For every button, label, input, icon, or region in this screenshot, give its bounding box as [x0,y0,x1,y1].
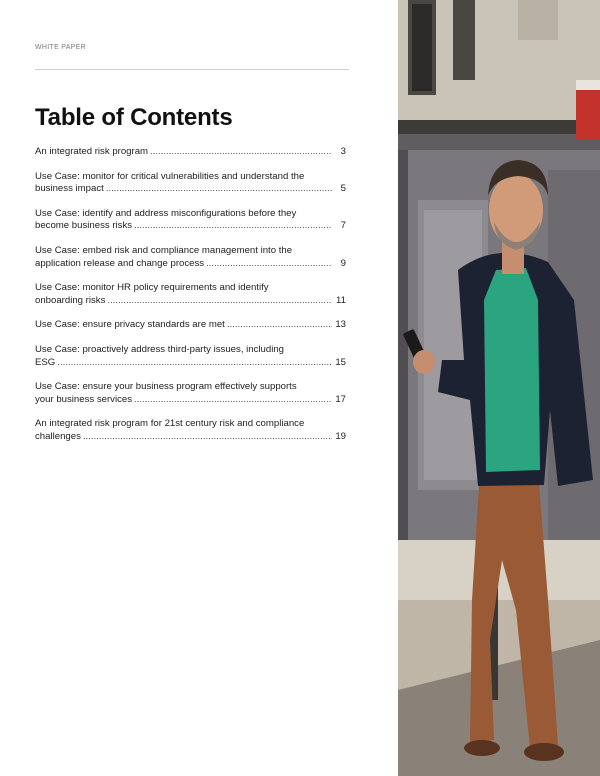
toc-page-number: 17 [335,393,346,405]
toc-entry[interactable] [35,344,346,369]
toc-entry-title: Use Case: ensure privacy standards are met [35,319,225,331]
toc-dot-leader [204,258,332,271]
toc-dot-leader [225,319,332,332]
toc-entry[interactable] [35,245,346,270]
toc-page-number: 7 [340,220,346,232]
toc-entry-title: An integrated risk program for 21st century risk and compliance [35,418,305,430]
toc-entry[interactable] [35,171,346,196]
toc-page-number: 11 [336,294,346,306]
toc-entry-title-cont: become business risks [35,220,133,232]
table-of-contents [35,146,346,456]
toc-entry-title: Use Case: embed risk and compliance management into the [35,244,293,256]
document-type-label: WHITE PAPER [35,44,87,51]
toc-dot-leader [81,431,332,444]
toc-entry[interactable] [35,381,346,406]
toc-entry-title: Use Case: monitor for critical vulnerabilities and understand the [35,170,305,182]
toc-dot-leader [105,295,332,308]
toc-entry-title-cont: ESG [35,356,56,368]
toc-dot-leader [132,220,332,233]
toc-entry-title: Use Case: identify and address misconfigurations before they [35,207,297,219]
toc-entry[interactable] [35,319,346,332]
header-divider [35,69,349,70]
toc-entry-title: An integrated risk program [35,146,149,157]
toc-entry-title: Use Case: proactively address third-party issues, including [35,343,285,355]
toc-page-number: 5 [340,183,346,195]
toc-page-number: 19 [335,430,346,442]
toc-page-number: 3 [340,146,346,157]
toc-entry-title: Use Case: ensure your business program effectively supports [35,381,297,393]
toc-entry-title-cont: business impact [35,183,104,195]
toc-entry[interactable] [35,418,346,443]
toc-dot-leader [55,357,332,370]
toc-dot-leader [132,394,332,407]
toc-page-number: 13 [335,319,346,331]
toc-entry-title-cont: application release and change process [35,257,205,269]
toc-entry-title-cont: onboarding risks [35,294,106,306]
hero-photo [398,0,600,776]
toc-dot-leader [104,183,332,196]
toc-entry-title-cont: challenges [35,430,81,442]
toc-entry[interactable] [35,282,346,307]
page-title: Table of Contents [35,104,233,131]
toc-entry[interactable] [35,146,346,159]
toc-entry-title-cont: your business services [35,393,133,405]
toc-entry-title: Use Case: monitor HR policy requirements and identify [35,282,269,294]
toc-dot-leader [148,146,332,159]
toc-page-number: 9 [340,257,346,269]
street-scene-illustration [398,0,600,776]
toc-page-number: 15 [335,356,346,368]
toc-entry[interactable] [35,208,346,233]
